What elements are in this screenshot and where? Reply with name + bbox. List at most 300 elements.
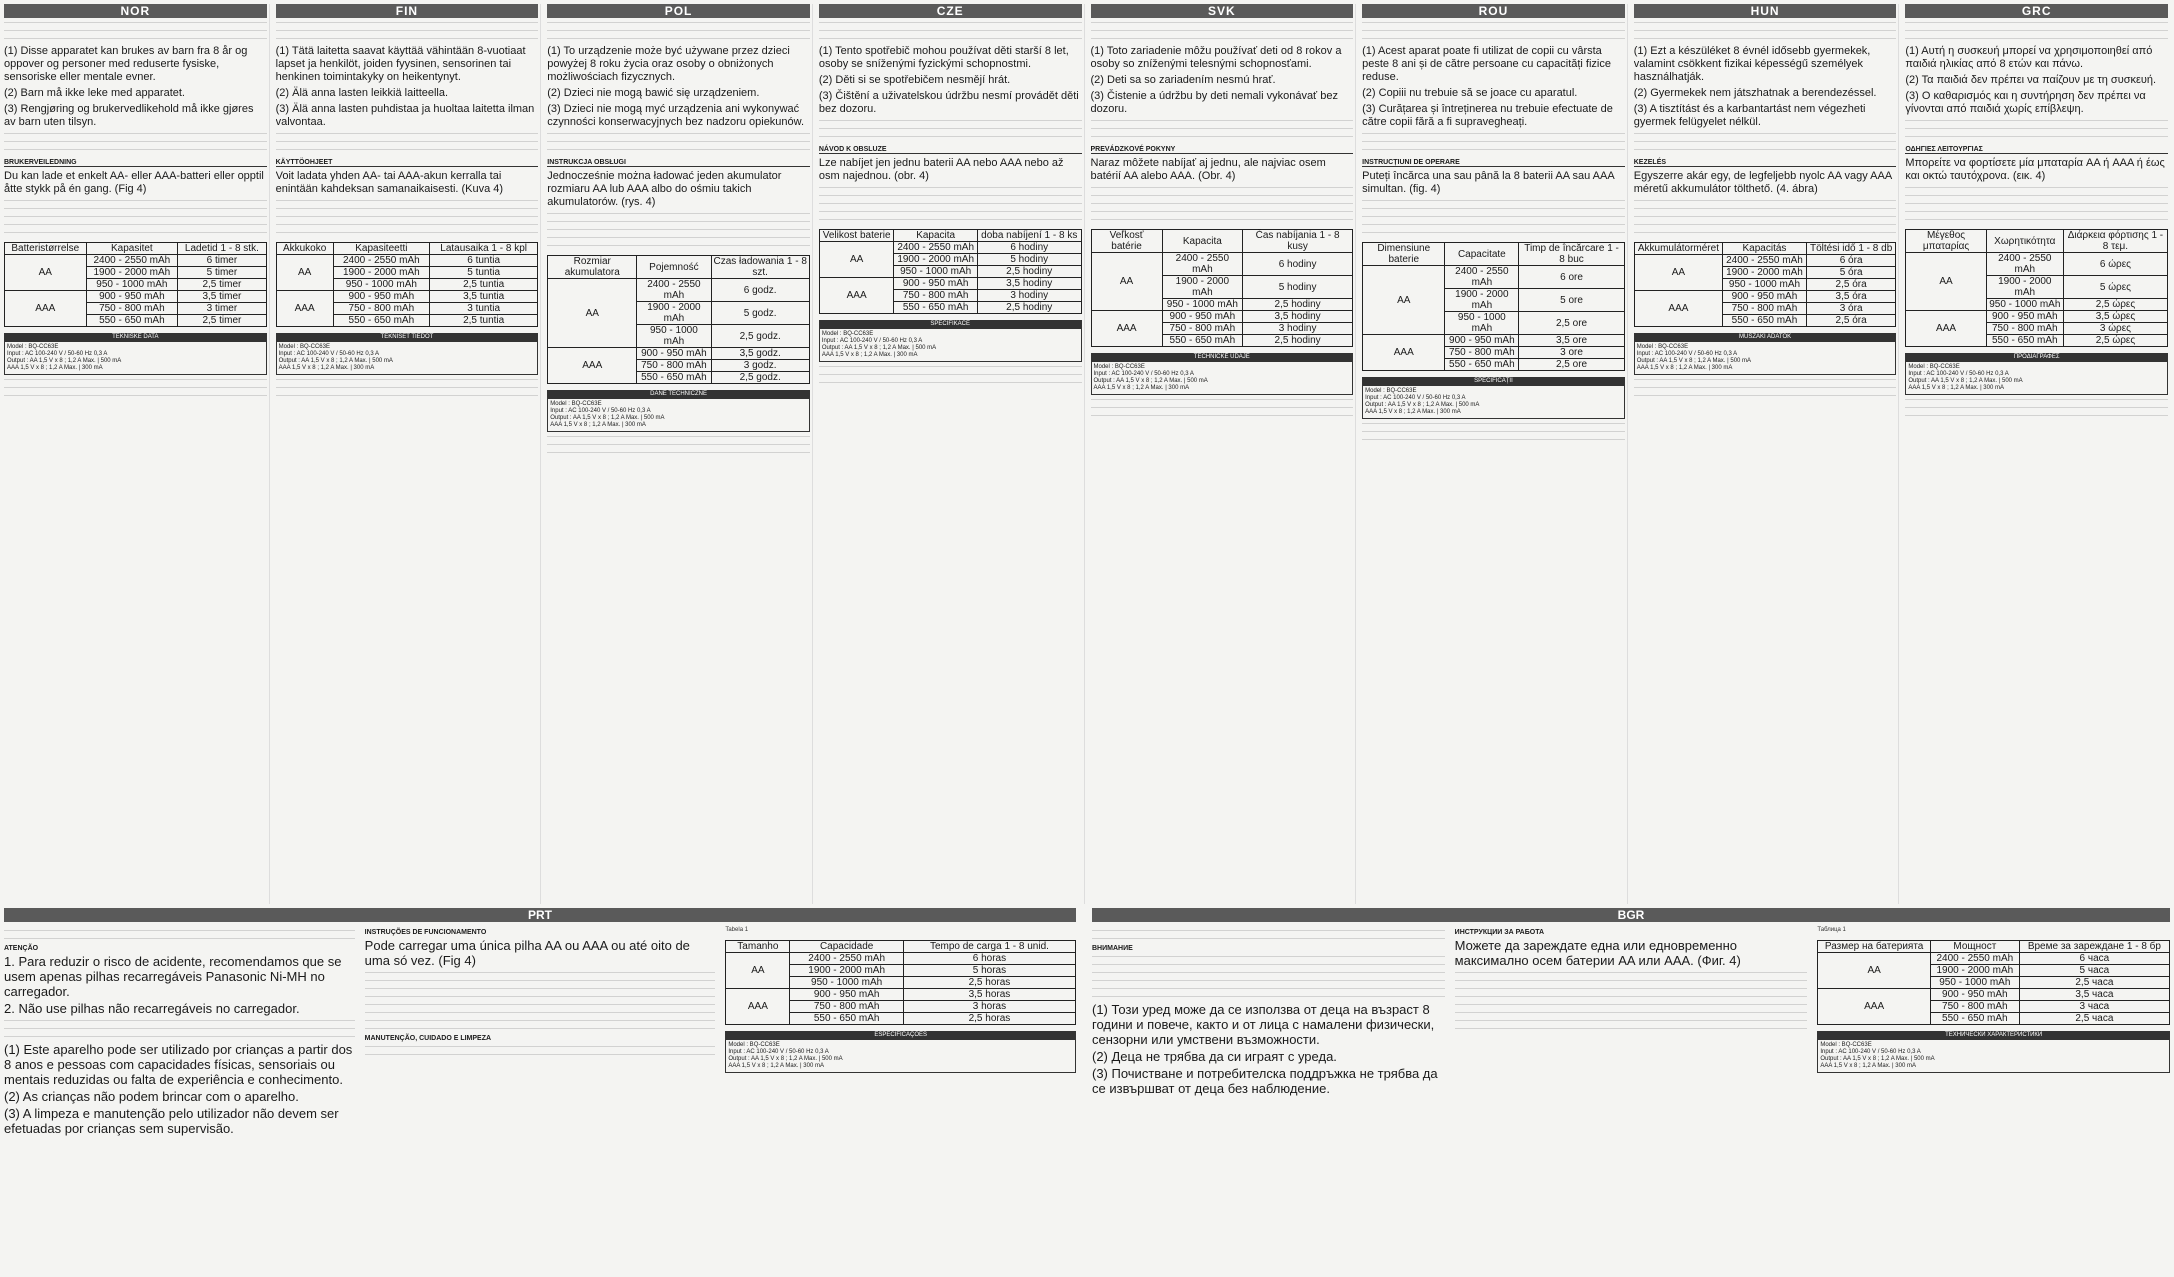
bgr-table-label: Таблица 1: [1817, 927, 1846, 933]
text-block: [1634, 133, 1897, 137]
spec-line: Input : AC 100-240 V / 50-60 Hz 0,3 A: [1365, 395, 1466, 401]
capacity-cell: 750 - 800 mAh: [1986, 323, 2063, 335]
text-block: [4, 141, 267, 145]
time-cell: 2,5 óra: [1806, 315, 1896, 327]
text-block: [276, 22, 539, 26]
time-cell: 2,5 часа: [2019, 977, 2169, 989]
spec-line: Output : AA 1,5 V x 8 ; 1,2 A Max. | 500 mA: [1365, 402, 1480, 408]
charge-instruction: Μπορείτε να φορτίσετε μία μπαταρία AA ή AAA ή έως και οκτώ ταυτόχρονα. (εικ. 4): [1905, 157, 2165, 182]
size-cell: AAA: [726, 989, 790, 1025]
capacity-cell: 1900 - 2000 mAh: [1930, 965, 2019, 977]
table-header: Rozmiar akumulatora: [548, 256, 637, 279]
time-cell: 2,5 tuntia: [430, 279, 538, 291]
text-block: [1362, 208, 1625, 212]
time-cell: 3 godz.: [711, 360, 809, 372]
time-cell: 3 timer: [178, 303, 266, 315]
time-cell: 2,5 часа: [2019, 1013, 2169, 1025]
safety-note: (1) Toto zariadenie môžu používať deti od 8 rokov a osoby so zníženými telesnými schopnosťami.: [1090, 45, 1342, 70]
time-cell: 5 godz.: [711, 302, 809, 325]
text-block: [547, 22, 810, 26]
text-block: [1634, 387, 1897, 391]
size-cell: AA: [1906, 253, 1986, 311]
spec-line: Input : AC 100-240 V / 50-60 Hz 0,3 A: [7, 351, 108, 357]
text-block: [1362, 30, 1625, 34]
capacity-cell: 550 - 650 mAh: [1445, 359, 1519, 371]
prt-capacity-table: [725, 940, 1076, 1025]
time-cell: 2,5 timer: [178, 279, 266, 291]
text-block: [1905, 30, 2168, 34]
text-block: [1091, 128, 1354, 132]
prt-table-label: Tabela 1: [725, 927, 749, 933]
table-row: [1818, 989, 2170, 1001]
size-cell: AAA: [1906, 311, 1986, 347]
spec-line: Model : BQ-CC63E: [1636, 344, 1689, 350]
time-cell: 2,5 ore: [1519, 312, 1624, 335]
safety-note: (3) Rengjøring og brukervedlikehold må ikke gjøres av barn uten tilsyn.: [4, 103, 254, 128]
charge-instruction: Jednocześnie można ładować jeden akumulator rozmiaru AA lub AAA albo do ośmiu takich akumulatorów. (rys. 4): [547, 170, 782, 208]
lang-column-svk: [1091, 4, 1357, 904]
time-cell: 3 tuntia: [430, 303, 538, 315]
capacity-cell: 950 - 1000 mAh: [86, 279, 178, 291]
spec-line: AAA 1,5 V x 8 ; 1,2 A Max. | 300 mA: [728, 1063, 824, 1069]
text-block: [1362, 431, 1625, 435]
text-block: [4, 387, 267, 391]
specs: [1091, 361, 1354, 395]
lang-bar: NOR: [4, 4, 267, 18]
text-block: [4, 216, 267, 220]
prt-warn-title: ATENÇÃO: [4, 945, 39, 952]
bgr-kids: (1) Този уред може да се използва от деца на възраст 8 години и повече, както и от лица с намалени физически, сензорни или умствени възможности.: [1092, 1002, 1435, 1047]
spec-line: Output : AA 1,5 V x 8 ; 1,2 A Max. | 500 mA: [7, 358, 122, 364]
capacity-cell: 1900 - 2000 mAh: [333, 267, 429, 279]
table-row: [1363, 266, 1625, 289]
text-block: [4, 22, 267, 26]
text-block: [276, 208, 539, 212]
table-row: [726, 953, 1076, 965]
capacity-cell: 550 - 650 mAh: [1723, 315, 1807, 327]
lang-bar: FIN: [276, 4, 539, 18]
text-block: [819, 136, 1082, 140]
table-header: Capacidade: [790, 941, 903, 953]
table-header: Μέγεθος μπαταρίας: [1906, 230, 1986, 253]
specs-title: DANE TECHNICZNE: [547, 390, 810, 398]
capacity-cell: 550 - 650 mAh: [1930, 1013, 2019, 1025]
text-block: [819, 219, 1082, 223]
text-block: [4, 395, 267, 399]
prt-specs-title: ESPECIFICAÇÕES: [725, 1031, 1076, 1039]
spec-line: Output : AA 1,5 V x 8 ; 1,2 A Max. | 500 mA: [550, 415, 665, 421]
capacity-cell: 550 - 650 mAh: [894, 302, 978, 314]
capacity-cell: 1900 - 2000 mAh: [637, 302, 711, 325]
spec-line: Output : AA 1,5 V x 8 ; 1,2 A Max. | 500 mA: [278, 358, 393, 364]
size-cell: AA: [276, 255, 333, 291]
table-header: Latausaika 1 - 8 kpl: [430, 243, 538, 255]
lang-column-grc: [1905, 4, 2170, 904]
capacity-cell: 2400 - 2550 mAh: [1445, 266, 1519, 289]
spec-line: Output : AA 1,5 V x 8 ; 1,2 A Max. | 500 mA: [1093, 378, 1208, 384]
table-header: Timp de încărcare 1 - 8 buc: [1519, 243, 1624, 266]
safety-note: (1) Disse apparatet kan brukes av barn fra 8 år og oppover og personer med reduserte fysiske, sensoriske eller mentale evner.: [4, 45, 248, 83]
text-block: [1905, 415, 2168, 419]
text-block: [4, 379, 267, 383]
text-block: [547, 444, 810, 448]
capacity-cell: 750 - 800 mAh: [790, 1001, 903, 1013]
safety-note: (2) Gyermekek nem játszhatnak a berendezéssel.: [1633, 87, 1877, 99]
capacity-table: [819, 229, 1082, 314]
capacity-cell: 1900 - 2000 mAh: [86, 267, 178, 279]
safety-note: (2) Τα παιδιά δεν πρέπει να παίζουν με τη συσκευή.: [1905, 74, 2157, 86]
capacity-cell: 2400 - 2550 mAh: [86, 255, 178, 267]
capacity-cell: 550 - 650 mAh: [790, 1013, 903, 1025]
bgr-instructions: [1455, 926, 1808, 1098]
specs: [547, 398, 810, 432]
size-cell: AA: [1363, 266, 1445, 335]
spec-line: Output : AA 1,5 V x 8 ; 1,2 A Max. | 500 mA: [728, 1056, 843, 1062]
spec-line: Input : AC 100-240 V / 50-60 Hz 0,3 A: [1636, 351, 1738, 357]
text-block: [1091, 399, 1354, 403]
prt-kids2: (2) As crianças não podem brincar com o aparelho.: [4, 1089, 299, 1104]
prt-table-col: [725, 926, 1076, 1138]
capacity-cell: 950 - 1000 mAh: [637, 325, 711, 348]
lang-bar: GRC: [1905, 4, 2168, 18]
charge-instruction: Egyszerre akár egy, de legfeljebb nyolc AA vagy AAA méretű akkumulátor tölthető. (4. ábra): [1633, 170, 1892, 195]
charge-instruction: Voit ladata yhden AA- tai AAA-akun kerralla tai enintään kahdeksan samanaikaisesti. (Kuva 4): [275, 170, 504, 195]
table-header: Batteristørrelse: [5, 243, 87, 255]
text-block: [1905, 136, 2168, 140]
prt-specs: [725, 1039, 1076, 1073]
time-cell: 5 hodiny: [1243, 276, 1353, 299]
spec-line: Input : AC 100-240 V / 50-60 Hz 0,3 A: [1093, 371, 1194, 377]
size-cell: AA: [726, 953, 790, 989]
capacity-cell: 1900 - 2000 mAh: [894, 254, 978, 266]
capacity-table: [547, 255, 810, 384]
text-block: [1091, 38, 1354, 42]
time-cell: 2,5 hodiny: [977, 266, 1081, 278]
text-block: [1905, 211, 2168, 215]
instructions-heading: ΟΔΗΓΙΕΣ ΛΕΙΤΟΥΡΓΙΑΣ: [1905, 146, 2168, 154]
lang-bar: SVK: [1091, 4, 1354, 18]
capacity-cell: 950 - 1000 mAh: [1162, 299, 1242, 311]
safety-note: (2) Älä anna lasten leikkiä laitteella.: [275, 87, 449, 99]
text-block: [1091, 415, 1354, 419]
capacity-cell: 900 - 950 mAh: [790, 989, 903, 1001]
capacity-cell: 950 - 1000 mAh: [333, 279, 429, 291]
lang-column-fin: [276, 4, 542, 904]
safety-note: (2) Dzieci nie mogą bawić się urządzeniem.: [547, 87, 760, 99]
time-cell: 5 horas: [903, 965, 1075, 977]
text-block: [819, 120, 1082, 124]
time-cell: 2,5 hodiny: [977, 302, 1081, 314]
specs: [1362, 385, 1625, 419]
spec-line: Model : BQ-CC63E: [7, 344, 59, 350]
time-cell: 3 horas: [903, 1001, 1075, 1013]
table-header: Kapacitás: [1723, 243, 1807, 255]
time-cell: 5 ώρες: [2063, 276, 2167, 299]
text-block: [276, 141, 539, 145]
time-cell: 2,5 horas: [903, 977, 1075, 989]
table-row: [276, 255, 538, 267]
text-block: [547, 221, 810, 225]
table-header: Kapacita: [894, 230, 978, 242]
bgr-warn-title: ВНИМАНИЕ: [1092, 945, 1133, 952]
time-cell: 5 tuntia: [430, 267, 538, 279]
text-block: [1091, 187, 1354, 191]
time-cell: 3 ώρες: [2063, 323, 2167, 335]
spec-line: AAA 1,5 V x 8 ; 1,2 A Max. | 300 mA: [1365, 409, 1461, 415]
size-cell: AA: [1818, 953, 1931, 989]
time-cell: 3 óra: [1806, 303, 1896, 315]
capacity-cell: 900 - 950 mAh: [1986, 311, 2063, 323]
text-block: [547, 30, 810, 34]
time-cell: 3,5 ώρες: [2063, 311, 2167, 323]
spec-line: Model : BQ-CC63E: [1908, 364, 1960, 370]
capacity-cell: 900 - 950 mAh: [1930, 989, 2019, 1001]
text-block: [276, 200, 539, 204]
text-block: [1362, 22, 1625, 26]
lang-column-rou: [1362, 4, 1628, 904]
spec-line: AAA 1,5 V x 8 ; 1,2 A Max. | 300 mA: [821, 352, 918, 358]
table-row: [1091, 253, 1353, 276]
text-block: [547, 237, 810, 241]
bgr-lang-bar: BGR: [1092, 908, 2170, 922]
prt-lang-bar: PRT: [4, 908, 1076, 922]
text-block: [1634, 141, 1897, 145]
time-cell: 6 ώρες: [2063, 253, 2167, 276]
time-cell: 3 hodiny: [1243, 323, 1353, 335]
table-header: Tamanho: [726, 941, 790, 953]
time-cell: 3 ore: [1519, 347, 1624, 359]
safety-note: (1) Acest aparat poate fi utilizat de copii cu vârsta peste 8 ani și de către persoane cu capacități fizice reduse.: [1362, 45, 1611, 83]
table-header: doba nabíjení 1 - 8 ks: [977, 230, 1081, 242]
text-block: [1362, 133, 1625, 137]
time-cell: 2,5 óra: [1806, 279, 1896, 291]
capacity-cell: 1900 - 2000 mAh: [790, 965, 903, 977]
specs: [1905, 361, 2168, 395]
capacity-cell: 750 - 800 mAh: [637, 360, 711, 372]
text-block: [547, 452, 810, 456]
text-block: [819, 195, 1082, 199]
text-block: [547, 213, 810, 217]
capacity-cell: 950 - 1000 mAh: [1723, 279, 1807, 291]
prt-instructions: [365, 926, 716, 1138]
capacity-table: [1362, 242, 1625, 371]
prt-warn1: 1. Para reduzir o risco de acidente, recomendamos que se usem apenas pilhas recarregáveis Panasonic Ni-MH no carregador.: [4, 954, 342, 999]
safety-note: (2) Barn må ikke leke med apparatet.: [4, 87, 185, 99]
safety-note: (3) Dzieci nie mogą myć urządzenia ani wykonywać czynności konserwacyjnych bez nadzoru opiekunów.: [547, 103, 805, 128]
safety-note: (2) Deti sa so zariadením nesmú hrať.: [1090, 74, 1276, 86]
time-cell: 3,5 hodiny: [1243, 311, 1353, 323]
spec-line: Model : BQ-CC63E: [728, 1042, 780, 1048]
text-block: [1091, 30, 1354, 34]
table-row: [548, 279, 810, 302]
spec-line: AAA 1,5 V x 8 ; 1,2 A Max. | 300 mA: [1093, 385, 1190, 391]
capacity-cell: 1900 - 2000 mAh: [1162, 276, 1242, 299]
table-row: [1818, 953, 2170, 965]
capacity-cell: 1900 - 2000 mAh: [1986, 276, 2063, 299]
safety-note: (3) Curățarea și întreținerea nu trebuie efectuate de către copii fără a fi supravegheați.: [1362, 103, 1613, 128]
size-cell: AAA: [1634, 291, 1722, 327]
size-cell: AAA: [548, 348, 637, 384]
capacity-cell: 2400 - 2550 mAh: [333, 255, 429, 267]
size-cell: AAA: [1363, 335, 1445, 371]
safety-note: (3) Čištění a uživatelskou údržbu nesmí provádět děti bez dozoru.: [818, 90, 1079, 115]
capacity-cell: 2400 - 2550 mAh: [637, 279, 711, 302]
text-block: [276, 232, 539, 236]
spec-line: Input : AC 100-240 V / 50-60 Hz 0,3 A: [278, 351, 380, 357]
time-cell: 2,5 hodiny: [1243, 335, 1353, 347]
spec-line: Input : AC 100-240 V / 50-60 Hz 0,3 A: [1908, 371, 2009, 377]
text-block: [1905, 187, 2168, 191]
capacity-cell: 550 - 650 mAh: [86, 315, 178, 327]
specs-title: ΠΡΟΔΙΑΓΡΑΦΕΣ: [1905, 353, 2168, 361]
charge-instruction: Naraz môžete nabíjať aj jednu, ale najviac osem batérií AA alebo AAA. (Obr. 4): [1090, 157, 1326, 182]
lang-column-nor: [4, 4, 270, 904]
text-block: [1091, 211, 1354, 215]
table-header: Dimensiune baterie: [1363, 243, 1445, 266]
text-block: [1905, 195, 2168, 199]
table-header: Kapacita: [1162, 230, 1242, 253]
capacity-cell: 950 - 1000 mAh: [790, 977, 903, 989]
capacity-cell: 750 - 800 mAh: [1445, 347, 1519, 359]
prt-big1: Pode carregar uma única pilha AA ou AAA ou até oito de uma só vez. (Fig 4): [364, 938, 690, 968]
size-cell: AA: [548, 279, 637, 348]
text-block: [1362, 216, 1625, 220]
capacity-cell: 550 - 650 mAh: [637, 372, 711, 384]
text-block: [1905, 203, 2168, 207]
capacity-table: [1091, 229, 1354, 347]
specs-title: TEKNISKE DATA: [4, 333, 267, 341]
table-header: Czas ładowania 1 - 8 szt.: [711, 256, 809, 279]
safety-note: (3) Ο καθαρισμός και η συντήρηση δεν πρέπει να γίνονται από παιδιά χωρίς επίβλεψη.: [1905, 90, 2146, 115]
capacity-cell: 900 - 950 mAh: [86, 291, 178, 303]
instructions-heading: BRUKERVEILEDNING: [4, 159, 267, 167]
specs-title: SPECIFIKACE: [819, 320, 1082, 328]
specs: [819, 328, 1082, 362]
capacity-table: [1634, 242, 1897, 327]
text-block: [4, 149, 267, 153]
capacity-cell: 950 - 1000 mAh: [1986, 299, 2063, 311]
spec-line: Model : BQ-CC63E: [821, 331, 874, 337]
time-cell: 5 часа: [2019, 965, 2169, 977]
table-row: [5, 255, 267, 267]
text-block: [1905, 22, 2168, 26]
size-cell: AA: [1091, 253, 1162, 311]
text-block: [1362, 141, 1625, 145]
time-cell: 6 timer: [178, 255, 266, 267]
table-row: [1363, 335, 1625, 347]
bgr-specs-title: ТЕХНИЧЕСКИ ХАРАКТЕРИСТИКИ: [1817, 1031, 2170, 1039]
text-block: [1362, 224, 1625, 228]
table-header: Töltési idő 1 - 8 db: [1806, 243, 1896, 255]
text-block: [1634, 395, 1897, 399]
prt-warnings: [4, 926, 355, 1138]
instructions-heading: KEZELÉS: [1634, 159, 1897, 167]
instructions-heading: NÁVOD K OBSLUZE: [819, 146, 1082, 154]
time-cell: 6 tuntia: [430, 255, 538, 267]
text-block: [1905, 38, 2168, 42]
prt-warn2: 2. Não use pilhas não recarregáveis no carregador.: [4, 1001, 300, 1016]
time-cell: 6 ore: [1519, 266, 1624, 289]
text-block: [276, 149, 539, 153]
capacity-table: [4, 242, 267, 327]
lang-bar: CZE: [819, 4, 1082, 18]
text-block: [547, 436, 810, 440]
table-header: Pojemność: [637, 256, 711, 279]
language-columns: [4, 4, 2170, 904]
text-block: [4, 232, 267, 236]
capacity-cell: 900 - 950 mAh: [637, 348, 711, 360]
capacity-cell: 750 - 800 mAh: [86, 303, 178, 315]
specs-title: TECHNICKÉ ÚDAJE: [1091, 353, 1354, 361]
capacity-cell: 950 - 1000 mAh: [1445, 312, 1519, 335]
text-block: [1091, 22, 1354, 26]
capacity-cell: 550 - 650 mAh: [1162, 335, 1242, 347]
table-header: Kapasiteetti: [333, 243, 429, 255]
time-cell: 3 hodiny: [977, 290, 1081, 302]
table-row: [276, 291, 538, 303]
capacity-cell: 750 - 800 mAh: [333, 303, 429, 315]
lang-bar: POL: [547, 4, 810, 18]
time-cell: 3,5 godz.: [711, 348, 809, 360]
capacity-cell: 1900 - 2000 mAh: [1445, 289, 1519, 312]
capacity-cell: 900 - 950 mAh: [1445, 335, 1519, 347]
table-row: [1634, 291, 1896, 303]
prt-section: [4, 908, 1076, 1273]
size-cell: AAA: [819, 278, 894, 314]
specs-title: SPECIFICAȚII: [1362, 377, 1625, 385]
text-block: [1362, 423, 1625, 427]
text-block: [1634, 30, 1897, 34]
table-header: Ladetid 1 - 8 stk.: [178, 243, 266, 255]
text-block: [276, 224, 539, 228]
size-cell: AAA: [276, 291, 333, 327]
capacity-cell: 900 - 950 mAh: [1723, 291, 1807, 303]
time-cell: 5 ore: [1519, 289, 1624, 312]
text-block: [547, 245, 810, 249]
text-block: [4, 133, 267, 137]
size-cell: AAA: [5, 291, 87, 327]
text-block: [1091, 219, 1354, 223]
lang-bar: HUN: [1634, 4, 1897, 18]
text-block: [1634, 208, 1897, 212]
text-block: [4, 38, 267, 42]
table-header: Tempo de carga 1 - 8 unid.: [903, 941, 1075, 953]
time-cell: 2,5 timer: [178, 315, 266, 327]
text-block: [819, 382, 1082, 386]
text-block: [1362, 439, 1625, 443]
spec-line: Output : AA 1,5 V x 8 ; 1,2 A Max. | 500 mA: [1908, 378, 2023, 384]
spec-line: AAA 1,5 V x 8 ; 1,2 A Max. | 300 mA: [1908, 385, 2004, 391]
table-row: [1906, 311, 2168, 323]
capacity-cell: 950 - 1000 mAh: [1930, 977, 2019, 989]
lang-column-pol: [547, 4, 813, 904]
specs: [1634, 341, 1897, 375]
text-block: [1905, 399, 2168, 403]
time-cell: 6 hodiny: [1243, 253, 1353, 276]
capacity-cell: 750 - 800 mAh: [1162, 323, 1242, 335]
text-block: [276, 387, 539, 391]
text-block: [819, 374, 1082, 378]
text-block: [547, 149, 810, 153]
text-block: [819, 366, 1082, 370]
charge-instruction: Puteți încărca una sau până la 8 baterii AA sau AAA simultan. (fig. 4): [1362, 170, 1615, 195]
text-block: [1634, 224, 1897, 228]
time-cell: 3,5 часа: [2019, 989, 2169, 1001]
specs: [4, 341, 267, 375]
safety-note: (3) A tisztítást és a karbantartást nem végezheti gyermek felügyelet nélkül.: [1633, 103, 1866, 128]
table-row: [819, 242, 1081, 254]
text-block: [1905, 219, 2168, 223]
